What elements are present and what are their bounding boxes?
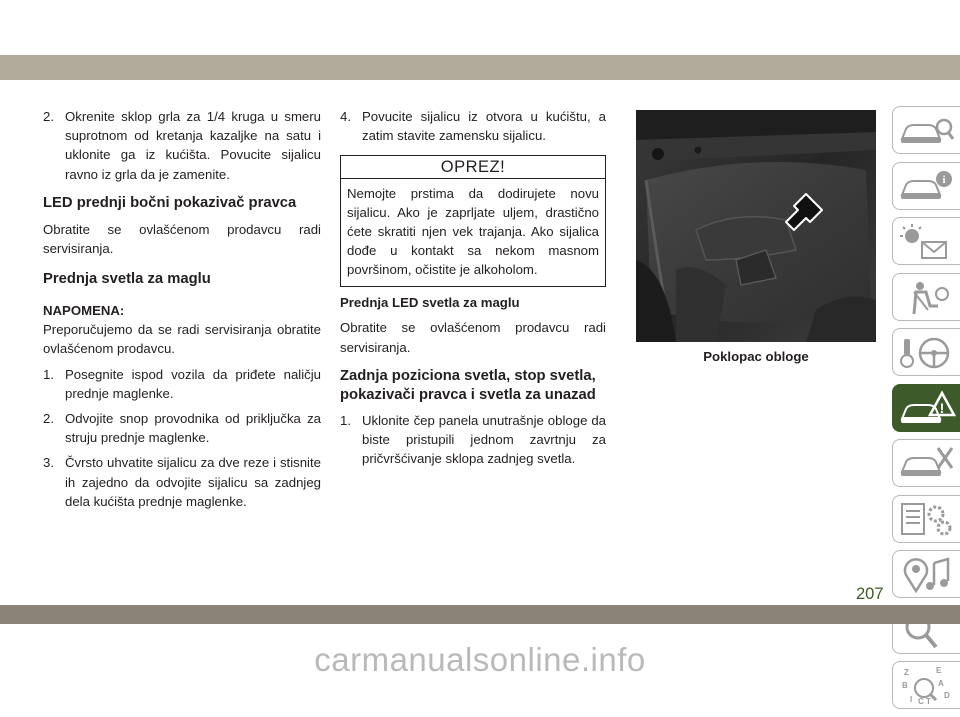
heading-led-side-marker: LED prednji bočni pokazivač pravca — [43, 194, 297, 211]
index-letter: C — [918, 697, 924, 706]
list-item — [43, 409, 321, 447]
list-item — [43, 107, 321, 184]
svg-text:i: i — [942, 173, 946, 186]
tab-in-case-of-emergency[interactable] — [892, 384, 960, 432]
tab-multimedia[interactable] — [892, 550, 960, 598]
item-text: Posegnite ispod vozila da priđete naličju prednje maglenke. — [65, 366, 321, 401]
svg-text:!: ! — [939, 399, 945, 416]
heading-rear-lights: Zadnja poziciona svetla, stop svetla, pokazivači pravca i svetla za unazad — [340, 367, 596, 403]
top-band — [0, 55, 960, 80]
caution-title: OPREZ! — [341, 156, 605, 179]
location-music-icon — [898, 555, 956, 595]
column-middle — [340, 107, 606, 468]
watermark: carmanualsonline.info — [314, 641, 646, 678]
tab-car-info[interactable] — [892, 162, 960, 210]
note-text: Preporučujemo da se radi servisiranja obratite ovlašćenom prodavcu. — [43, 322, 321, 357]
tab-warning-lights[interactable] — [892, 217, 960, 265]
tab-safety[interactable] — [892, 273, 960, 321]
paragraph: Obratite se ovlašćenom prodavcu radi servisiranja. — [340, 320, 606, 355]
note-label: NAPOMENA: — [43, 303, 125, 319]
caution-text: Nemojte prstima da dodirujete novu sijalicu. Ako je zaprljate uljem, drastično ćete skratiti njen vek trajanja. Ako sijalica dođe u kontakt sa nekom masnom površinom, očistite je alkoholom. — [347, 186, 599, 277]
list-item — [340, 411, 606, 469]
warning-lights-message-icon — [898, 222, 956, 262]
item-number: 2. — [43, 411, 54, 427]
tab-specifications[interactable] — [892, 495, 960, 543]
side-tab-index — [892, 106, 960, 717]
list-item — [43, 453, 321, 511]
index-letter: E — [936, 666, 942, 675]
index-letter: A — [938, 679, 944, 688]
item-number: 1. — [340, 412, 351, 428]
car-tools-icon — [898, 444, 956, 484]
tab-start-operate[interactable] — [892, 328, 960, 376]
item-number: 2. — [43, 109, 54, 124]
list-item — [43, 365, 321, 403]
specifications-gears-icon — [898, 500, 956, 540]
index-letter: Z — [904, 668, 909, 677]
index-letter: I — [910, 695, 913, 704]
tab-car-magnifier[interactable] — [892, 106, 960, 154]
index-letter: D — [944, 691, 950, 700]
seatbelt-airbag-icon — [898, 278, 956, 318]
list-item — [340, 107, 606, 145]
item-text: Okrenite sklop grla za 1/4 kruga u smeru suprotnom od kretanja kazaljke na satu i uklonite ga iz kućišta. Povucite sijalicu ravno iz grla da je zamenite. — [65, 109, 321, 182]
car-info-icon — [898, 167, 956, 207]
paragraph: Obratite se ovlašćenom prodavcu radi servisiranja. — [43, 221, 321, 257]
tab-servicing[interactable] — [892, 439, 960, 487]
item-number: 4. — [340, 109, 351, 124]
trim-cover-photo — [636, 110, 876, 342]
page-number: 207 — [856, 585, 884, 603]
item-text: Čvrsto uhvatite sijalicu za dve reze i stisnite ih zajedno da odvojite sijalicu sa zadnjeg dela kućišta prednje maglenke. — [65, 455, 321, 509]
item-number: 1. — [43, 366, 54, 382]
bottom-band — [0, 605, 960, 624]
heading-fog-lights: Prednja svetla za maglu — [43, 271, 211, 288]
index-letter: T — [926, 697, 931, 706]
figure-caption: Poklopac obloge — [703, 349, 809, 364]
heading-led-fog-lights: Prednja LED svetla za maglu — [340, 295, 520, 311]
caution-box — [340, 155, 606, 287]
column-left — [43, 107, 321, 511]
item-text: Uklonite čep panela unutrašnje obloge da biste pristupili jednom zavrtnju za pričvršćivanje sklopa zadnjeg svetla. — [362, 412, 606, 467]
key-steering-wheel-icon — [898, 333, 956, 373]
item-text: Odvojite snop provodnika od priključka za struju prednje maglenke. — [65, 411, 321, 446]
item-text: Povucite sijalicu iz otvora u kućištu, a zatim stavite zamensku sijalicu. — [362, 109, 606, 144]
car-magnifier-icon — [898, 111, 956, 151]
item-number: 3. — [43, 455, 54, 471]
car-warning-icon — [898, 389, 956, 429]
column-right — [636, 110, 876, 364]
index-letter: B — [902, 681, 908, 690]
